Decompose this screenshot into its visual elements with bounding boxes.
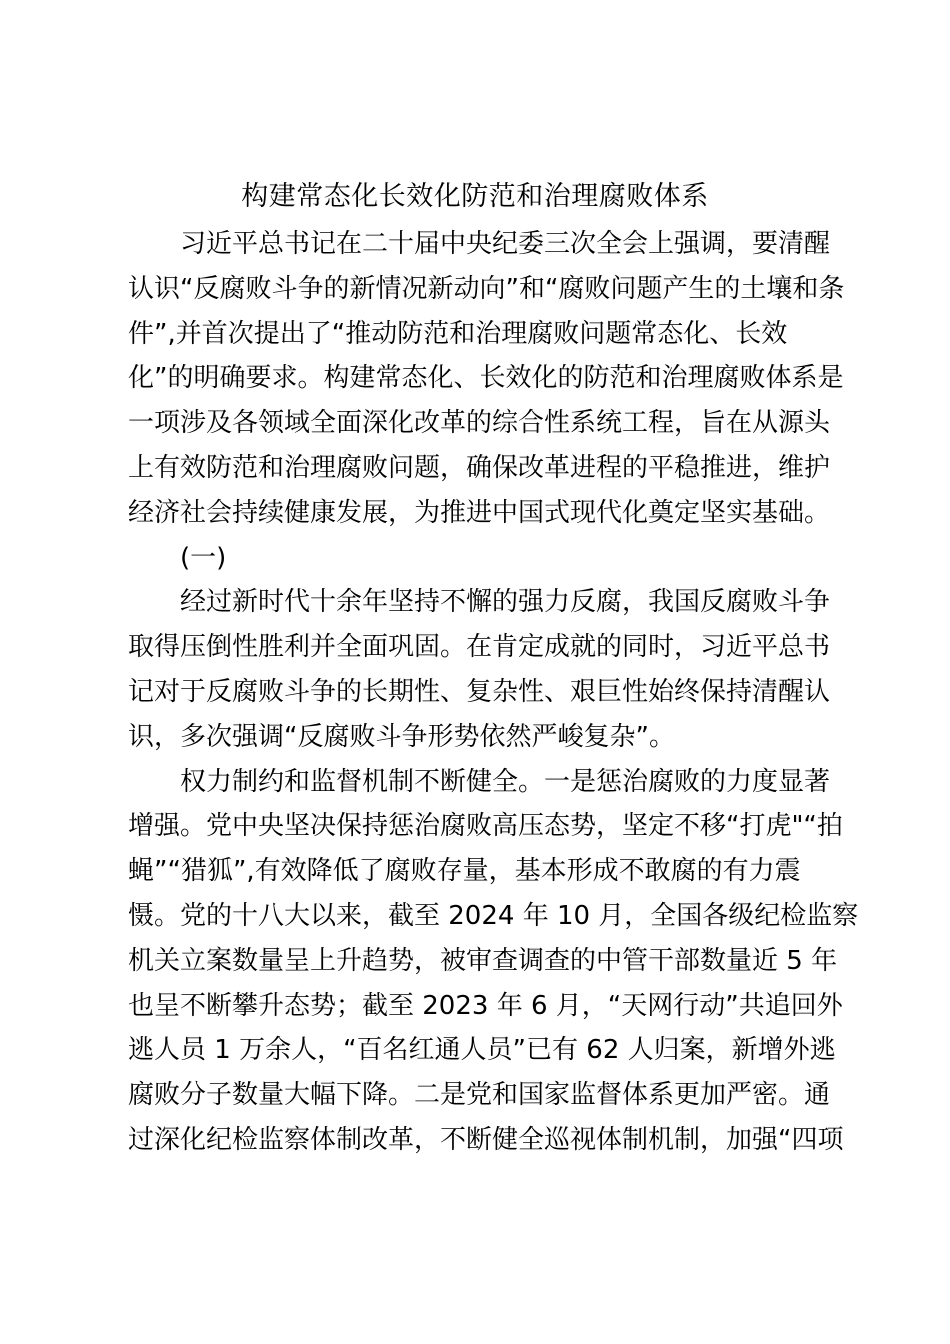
text-line: 逃人员 1 万余人，“百名红通人员”已有 62 人归案，新增外逃 — [128, 1035, 836, 1066]
text-line: 经过新时代十余年坚持不懈的强力反腐，我国反腐败斗争 — [180, 587, 831, 618]
document-body — [128, 222, 859, 1163]
text-line: 慑。党的十八大以来，截至 2024 年 10 月，全国各级纪检监察 — [128, 900, 859, 931]
text-line: 化”的明确要求。构建常态化、长效化的防范和治理腐败体系是 — [128, 363, 844, 394]
text-line: 一项涉及各领域全面深化改革的综合性系统工程，旨在从源头 — [128, 408, 831, 439]
text-line: 过深化纪检监察体制改革，不断健全巡视体制机制，加强“四项 — [128, 1124, 844, 1155]
text-line: 习近平总书记在二十届中央纪委三次全会上强调，要清醒 — [180, 229, 831, 259]
text-line: 经济社会持续健康发展，为推进中国式现代化奠定坚实基础。 — [128, 497, 831, 528]
text-line: 认识“反腐败斗争的新情况新动向”和“腐败问题产生的土壤和条 — [128, 273, 845, 304]
text-line: 增强。党中央坚决保持惩治腐败高压态势，坚定不移“打虎"“拍 — [128, 811, 843, 842]
text-line: 上有效防范和治理腐败问题，确保改革进程的平稳推进，维护 — [128, 452, 831, 483]
text-line: 也呈不断攀升态势；截至 2023 年 6 月，“天网行动”共追回外 — [128, 990, 843, 1021]
text-line: 记对于反腐败斗争的长期性、复杂性、艰巨性始终保持清醒认 — [128, 676, 831, 707]
text-line: 腐败分子数量大幅下降。二是党和国家监督体系更加严密。通 — [128, 1080, 831, 1111]
text-line: 件”,并首次提出了“推动防范和治理腐败问题常态化、长效 — [128, 318, 788, 349]
text-line: 识，多次强调“反腐败斗争形势依然严峻复杂”。 — [128, 721, 675, 752]
document-title: 构建常态化长效化防范和治理腐败体系 — [241, 181, 709, 212]
text-line: 机关立案数量呈上升趋势，被审查调查的中管干部数量近 5 年 — [128, 945, 838, 976]
text-line: 取得压倒性胜利并全面巩固。在肯定成就的同时，习近平总书 — [128, 632, 831, 663]
section-heading: (一) — [180, 542, 227, 573]
text-line: 蝇”“猎狐”,有效降低了腐败存量，基本形成不敢腐的有力震 — [128, 856, 801, 887]
text-line: 权力制约和监督机制不断健全。一是惩治腐败的力度显著 — [180, 766, 831, 797]
